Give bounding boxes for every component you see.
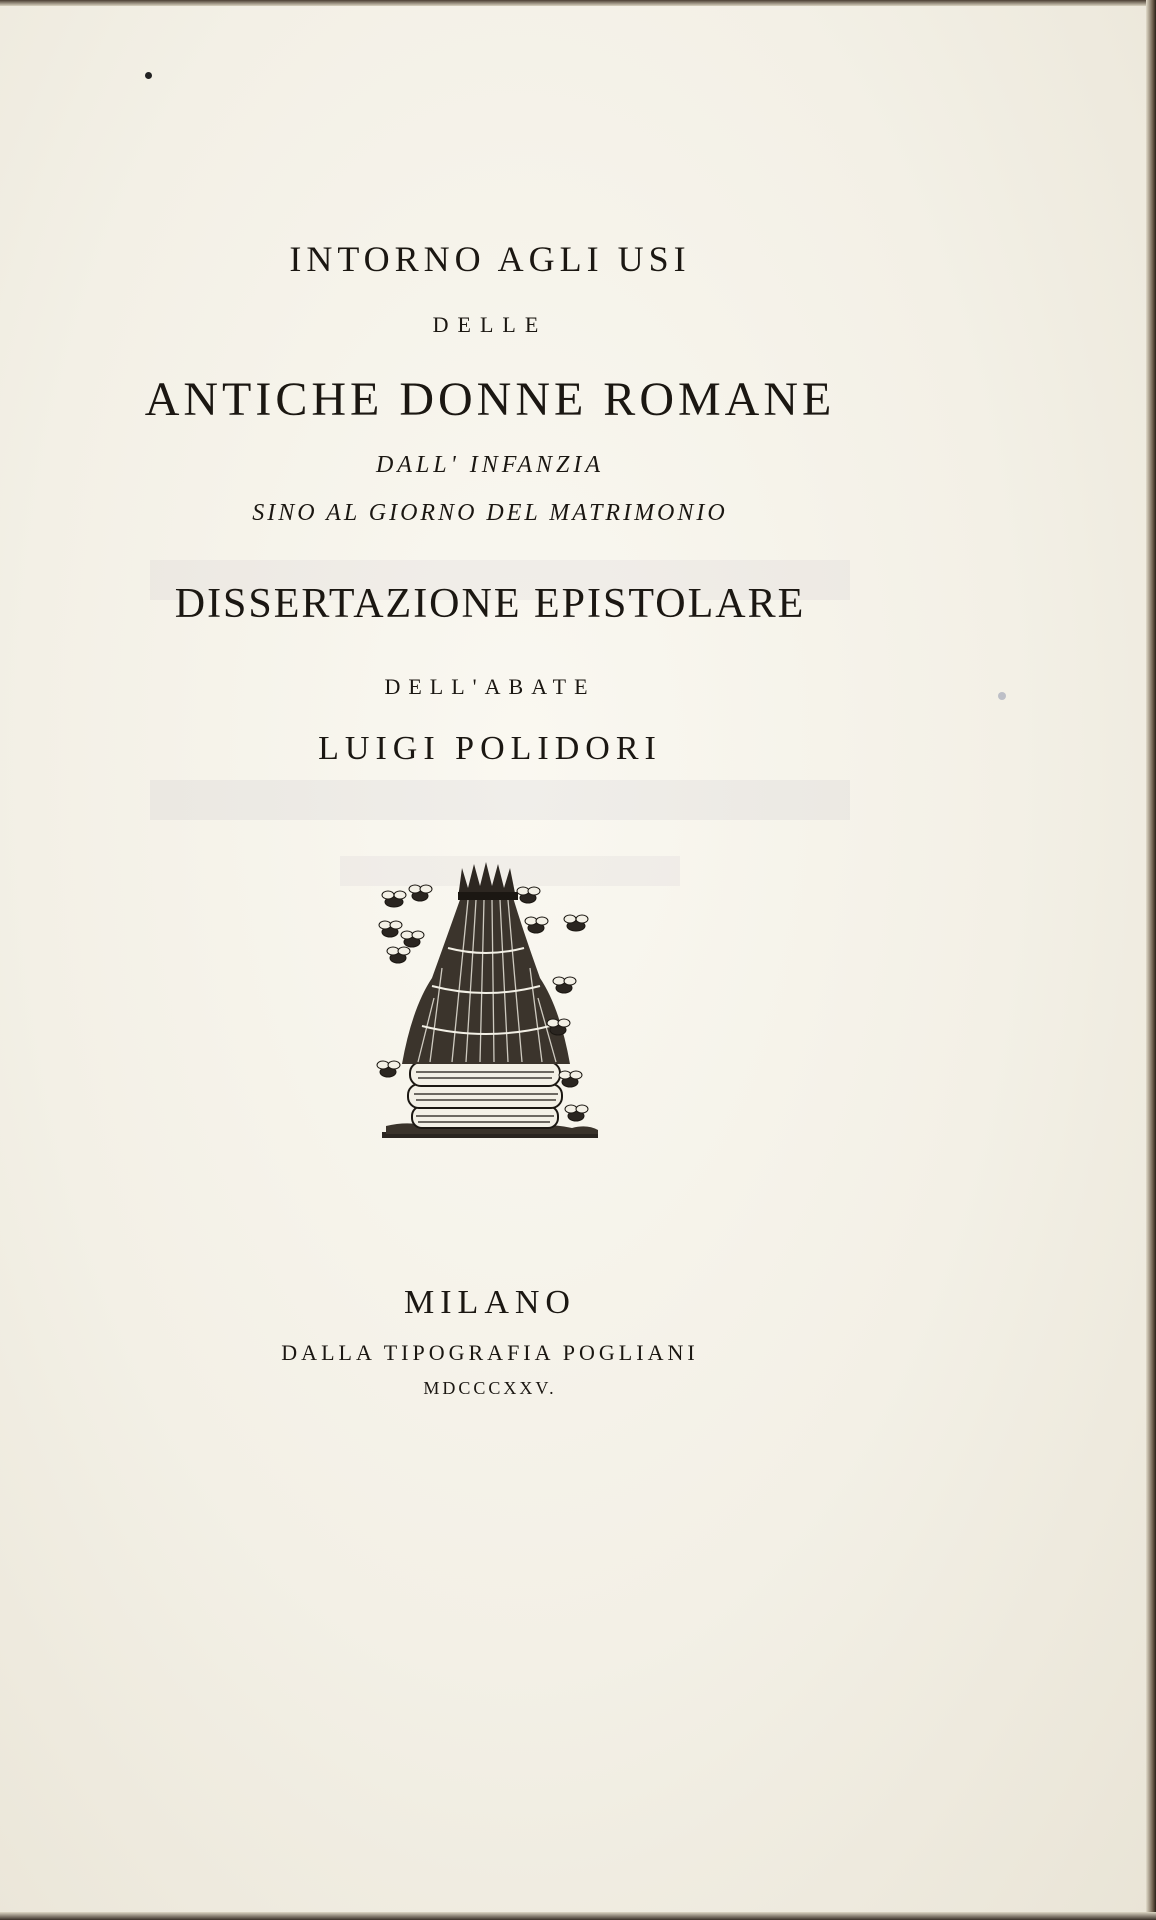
subtitle-line-1: DALL' INFANZIA <box>375 452 605 478</box>
author-prefix: DELL'ABATE <box>384 674 596 699</box>
imprint-city: MILANO <box>404 1284 576 1321</box>
page-edge-top <box>0 0 1156 6</box>
paper-fleck <box>998 692 1006 700</box>
author-name: LUIGI POLIDORI <box>318 730 662 767</box>
title-line-delle: DELLE <box>432 312 548 337</box>
imprint-printer: DALLA TIPOGRAFIA POGLIANI <box>281 1340 699 1365</box>
page-edge-right <box>1146 0 1156 1920</box>
page-edge-bottom <box>0 1912 1156 1920</box>
main-title: ANTICHE DONNE ROMANE <box>144 373 836 426</box>
title-line-intorno: INTORNO AGLI USI <box>289 239 691 279</box>
beehive-with-bees-woodcut-icon <box>372 858 608 1140</box>
subtitle-line-2: SINO AL GIORNO DEL MATRIMONIO <box>252 500 728 526</box>
imprint-year: MDCCCXXV. <box>423 1378 557 1398</box>
show-through-band <box>150 780 850 820</box>
genre-title: DISSERTAZIONE EPISTOLARE <box>174 581 806 627</box>
ink-speck <box>145 72 152 79</box>
